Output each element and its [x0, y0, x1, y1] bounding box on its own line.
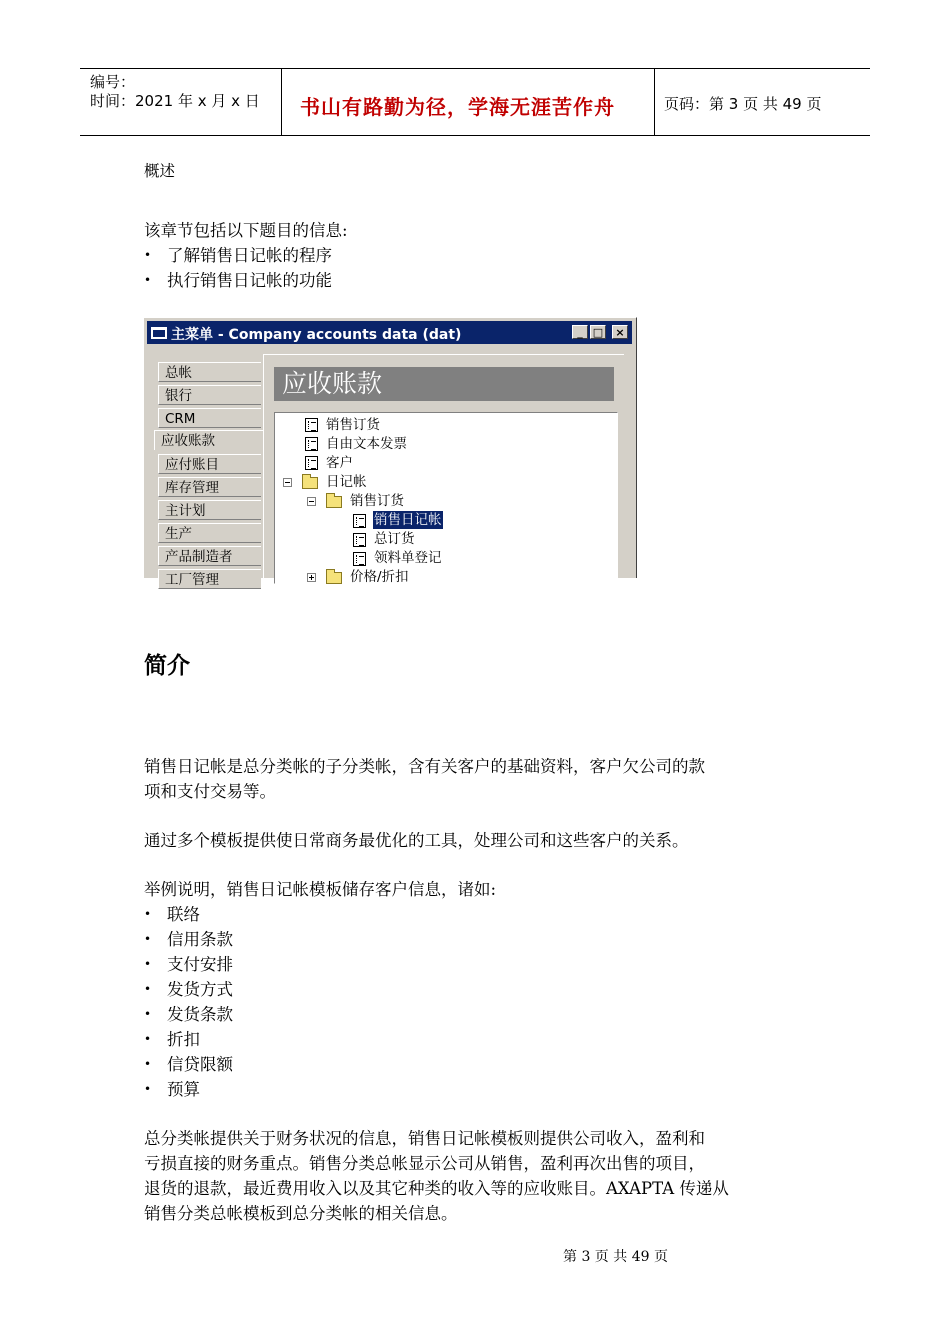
tree-item-sales-journal[interactable]: 销售日记帐	[374, 512, 442, 528]
expand-icon[interactable]	[307, 573, 316, 582]
paragraph-3: 举例说明，销售日记帐模板储存客户信息，诸如:	[144, 880, 497, 899]
page-footer: 第 3 页 共 49 页	[563, 1249, 668, 1265]
list-item: • 预算	[144, 1077, 644, 1102]
tab-master-planning[interactable]: 主计划	[158, 500, 261, 520]
menu-tree	[274, 412, 618, 584]
tab-general-ledger[interactable]: 总帐	[158, 362, 261, 382]
header-page: 页码：第 3 页 共 49 页	[664, 95, 822, 113]
form-icon	[353, 552, 366, 566]
tree-item-sales-order-folder[interactable]: 销售订货	[350, 493, 404, 509]
customer-info-list	[144, 902, 644, 1102]
tab-product-builder[interactable]: 产品制造者	[158, 546, 261, 566]
folder-icon	[326, 496, 342, 508]
section-heading: 简介	[144, 653, 190, 679]
header-divider-2	[654, 68, 655, 136]
tree-item-blanket-order[interactable]: 总订货	[374, 531, 415, 547]
tree-item-sales-order[interactable]: 销售订货	[326, 417, 380, 433]
collapse-icon[interactable]	[307, 497, 316, 506]
tab-shop-floor[interactable]: 工厂管理	[158, 569, 261, 589]
collapse-icon[interactable]	[283, 478, 292, 487]
form-icon	[305, 437, 318, 451]
paragraph-1-line-1: 销售日记帐是总分类帐的子分类帐，含有关客户的基础资料，客户欠公司的款	[144, 757, 705, 776]
close-button[interactable]: ×	[612, 325, 628, 339]
tab-accounts-payable[interactable]: 应付账目	[158, 454, 261, 474]
form-icon	[353, 533, 366, 547]
paragraph-4-line-3: 退货的退款，最近费用收入以及其它种类的收入等的应收账目。AXAPTA 传递从	[144, 1179, 729, 1198]
header-top-border	[80, 68, 870, 69]
window-title: 主菜单 - Company accounts data (dat)	[171, 327, 462, 343]
main-menu-window	[143, 317, 637, 588]
tab-accounts-receivable[interactable]: 应收账款	[154, 430, 264, 450]
tree-item-price-discount[interactable]: 价格/折扣	[350, 569, 409, 585]
list-item: • 折扣	[144, 1027, 644, 1052]
list-item: • 了解销售日记帐的程序	[144, 243, 644, 268]
tab-production[interactable]: 生产	[158, 523, 261, 543]
tree-item-journals[interactable]: 日记帐	[326, 474, 367, 490]
folder-icon	[326, 572, 342, 584]
module-title: 应收账款	[274, 367, 614, 401]
maximize-button[interactable]: □	[590, 325, 606, 339]
paragraph-4-line-1: 总分类帐提供关于财务状况的信息，销售日记帐模板则提供公司收入，盈利和	[144, 1129, 705, 1148]
overview-list	[144, 243, 644, 293]
form-icon	[305, 456, 318, 470]
header-time: 时间：2021 年 x 月 x 日	[90, 92, 260, 110]
tree-item-picking-list-registration[interactable]: 领料单登记	[374, 550, 442, 566]
header-motto: 书山有路勤为径，学海无涯苦作舟	[300, 95, 615, 119]
window-icon	[151, 327, 167, 339]
form-icon	[353, 514, 366, 528]
tab-bank[interactable]: 银行	[158, 385, 261, 405]
paragraph-4-line-2: 亏损直接的财务重点。销售分类总帐显示公司从销售，盈利再次出售的项目，	[144, 1154, 705, 1173]
tab-crm[interactable]: CRM	[158, 408, 261, 428]
header-divider-1	[281, 68, 282, 136]
list-item: • 联络	[144, 902, 644, 927]
window-titlebar	[147, 321, 632, 344]
overview-title: 概述	[144, 162, 176, 180]
paragraph-4-line-4: 销售分类总帐模板到总分类帐的相关信息。	[144, 1204, 458, 1223]
list-item: • 发货方式	[144, 977, 644, 1002]
list-item: • 信用条款	[144, 927, 644, 952]
folder-icon	[302, 477, 318, 489]
paragraph-1-line-2: 项和支付交易等。	[144, 782, 276, 801]
overview-intro: 该章节包括以下题目的信息:	[144, 221, 348, 240]
header-bottom-border	[80, 135, 870, 136]
form-icon	[305, 418, 318, 432]
list-item: • 发货条款	[144, 1002, 644, 1027]
list-item: • 执行销售日记帐的功能	[144, 268, 644, 293]
header-number: 编号：	[90, 73, 136, 91]
tree-item-customer[interactable]: 客户	[326, 455, 353, 471]
minimize-button[interactable]: _	[572, 325, 588, 339]
tab-inventory[interactable]: 库存管理	[158, 477, 261, 497]
list-item: • 信贷限额	[144, 1052, 644, 1077]
list-item: • 支付安排	[144, 952, 644, 977]
tree-item-free-text-invoice[interactable]: 自由文本发票	[326, 436, 407, 452]
paragraph-2: 通过多个模板提供使日常商务最优化的工具，处理公司和这些客户的关系。	[144, 831, 689, 850]
